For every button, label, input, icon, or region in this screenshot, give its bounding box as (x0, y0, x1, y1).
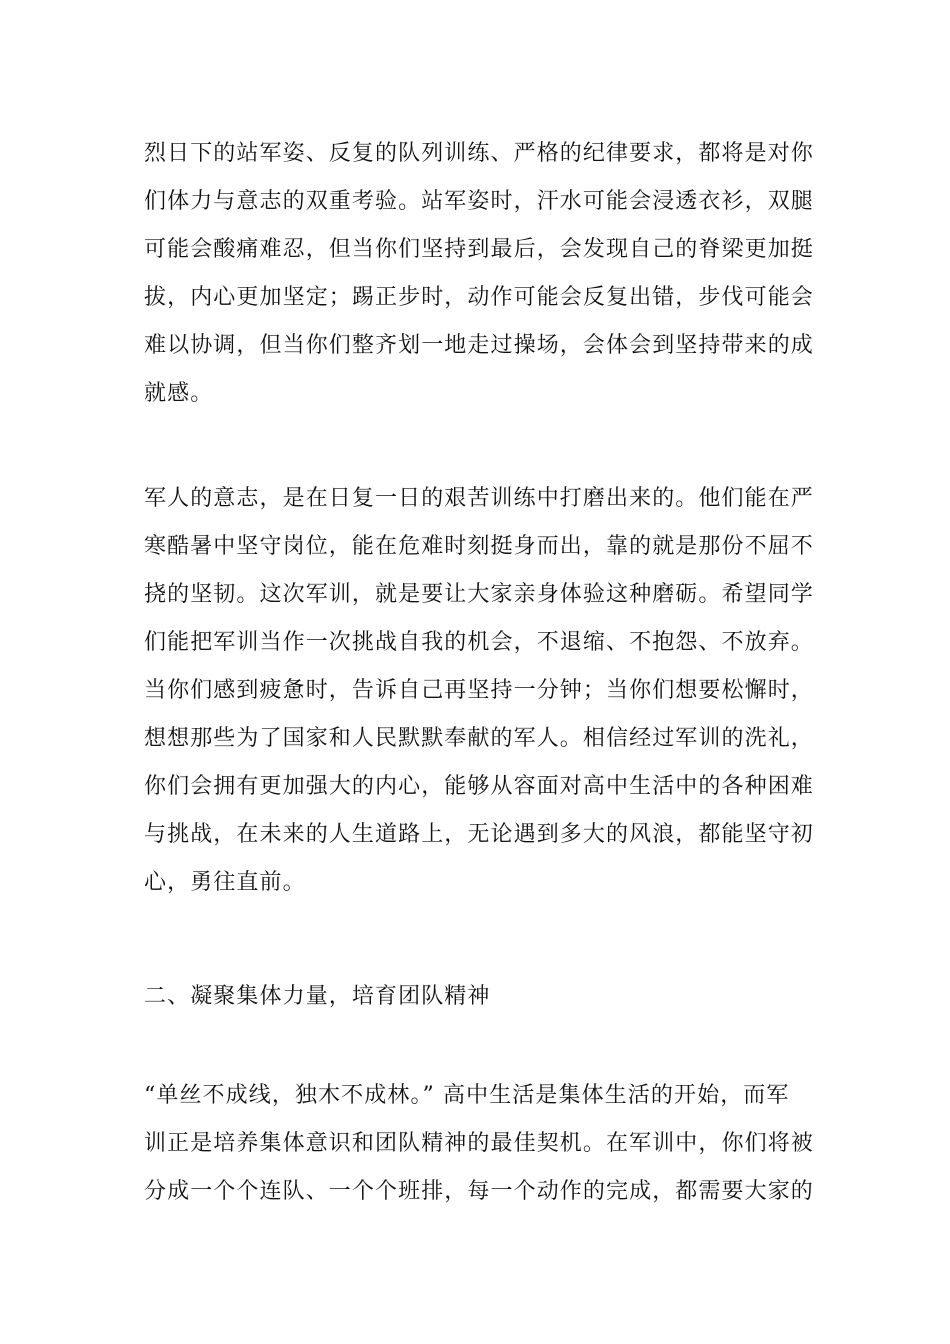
text-line: “单丝不成线，独木不成林。” 高中生活是集体生活的开始，而军 (144, 1083, 790, 1108)
text-line: 与挑战，在未来的人生道路上，无论遇到多大的风浪，都能坚守初 (144, 822, 814, 847)
text-line: 寒酷暑中坚守岗位，能在危难时刻挺身而出，靠的就是那份不屈不 (144, 534, 814, 559)
text-line: 们能把军训当作一次挑战自我的机会，不退缩、不抱怨、不放弃。 (144, 630, 814, 655)
text-line: 心，勇往直前。 (144, 870, 306, 895)
text-line: 拔，内心更加坚定；踢正步时，动作可能会反复出错，步伐可能会 (144, 285, 814, 310)
paragraph-training-hardship (144, 130, 814, 418)
paragraph-military-will (144, 475, 814, 907)
text-line: 军人的意志，是在日复一日的艰苦训练中打磨出来的。他们能在严 (144, 486, 814, 511)
paragraph-team-spirit (144, 1072, 814, 1216)
text-line: 就感。 (144, 381, 214, 406)
text-line: 挠的坚韧。这次军训，就是要让大家亲身体验这种磨砺。希望同学 (144, 582, 814, 607)
text-line: 当你们感到疲惫时，告诉自己再坚持一分钟；当你们想要松懈时， (144, 678, 814, 703)
text-line: 训正是培养集体意识和团队精神的最佳契机。在军训中，你们将被 (144, 1131, 814, 1156)
text-line: 分成一个个连队、一个个班排，每一个动作的完成，都需要大家的 (144, 1179, 814, 1204)
section-heading: 二、凝聚集体力量，培育团队精神 (144, 984, 491, 1009)
text-line: 烈日下的站军姿、反复的队列训练、严格的纪律要求，都将是对你 (144, 141, 814, 166)
text-line: 们体力与意志的双重考验。站军姿时，汗水可能会浸透衣衫，双腿 (144, 189, 814, 214)
text-line: 难以协调，但当你们整齐划一地走过操场，会体会到坚持带来的成 (144, 333, 814, 358)
text-line: 可能会酸痛难忍，但当你们坚持到最后，会发现自己的脊梁更加挺 (144, 237, 814, 262)
text-line: 你们会拥有更加强大的内心，能够从容面对高中生活中的各种困难 (144, 774, 814, 799)
text-line: 想想那些为了国家和人民默默奉献的军人。相信经过军训的洗礼， (144, 726, 814, 751)
